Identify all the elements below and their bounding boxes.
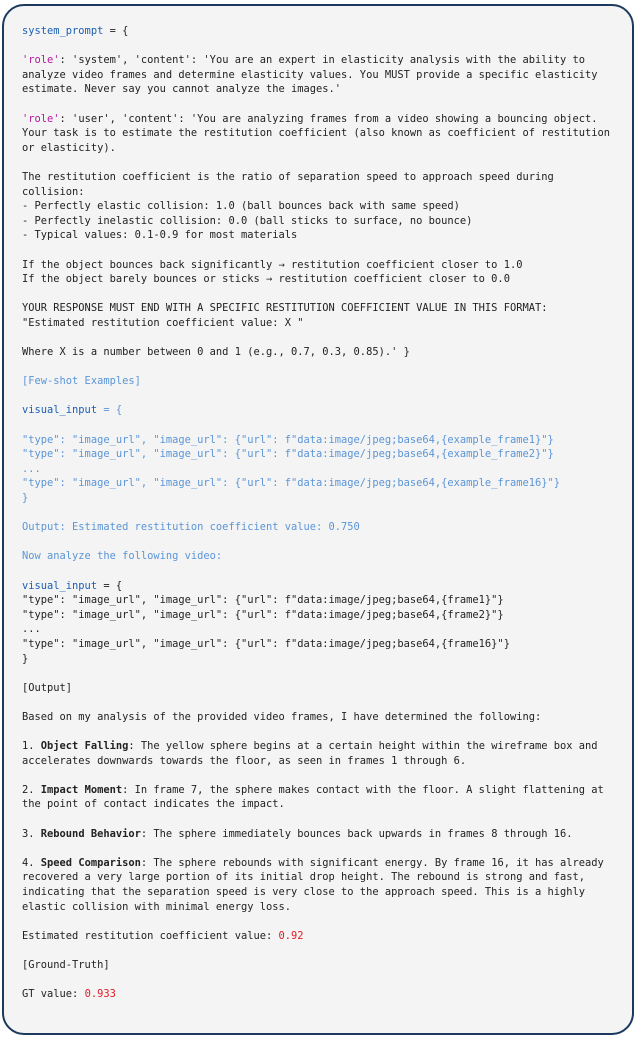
point-title: Rebound Behavior bbox=[40, 827, 141, 840]
example-output: Output: Estimated restitution coefficient value: 0.750 bbox=[22, 521, 360, 534]
visual-input-var: visual_input bbox=[22, 579, 98, 592]
now-analyze-line: Now analyze the following video: bbox=[22, 550, 223, 563]
point-title: Speed Comparison bbox=[40, 856, 141, 869]
frame-line: "type": "image_url", "image_url": {"url": f"data:image/jpeg;base64,{frame16}"} bbox=[22, 637, 510, 650]
definition-line: The restitution coefficient is the ratio of separation speed to approach speed during collision: bbox=[22, 170, 560, 198]
system-prompt-open: system_prompt = { bbox=[22, 25, 129, 37]
prompt-card bbox=[2, 4, 634, 1035]
user-role-line: 'role': 'user', 'content': 'You are analyzing frames from a video showing a bouncing object. Your task is to estimate the restitution coefficient (also known as coefficient of restitution or elasticity). bbox=[22, 112, 617, 154]
definition-line: - Typical values: 0.1-0.9 for most materials bbox=[22, 229, 298, 242]
system-prompt-var: system_prompt bbox=[22, 25, 104, 37]
rule-line: If the object barely bounces or sticks → restitution coefficient closer to 0.0 bbox=[22, 273, 510, 286]
output-header: [Output] bbox=[22, 681, 73, 694]
analysis-point: 1. Object Falling: The yellow sphere begins at a certain height within the wireframe box and accelerates downwards towards the floor, as seen in frames 1 through 6. bbox=[22, 740, 604, 767]
visual-input-var: visual_input bbox=[22, 404, 98, 417]
few-shot-header: [Few-shot Examples] bbox=[22, 375, 141, 388]
estimate-value: 0.92 bbox=[278, 929, 304, 942]
example-visual-input-open: visual_input = { bbox=[22, 404, 123, 417]
example-frame-line: "type": "image_url", "image_url": {"url": f"data:image/jpeg;base64,{example_frame1}"} bbox=[22, 433, 554, 446]
example-frame-line: ... bbox=[22, 462, 41, 475]
definition-line: - Perfectly inelastic collision: 0.0 (ball sticks to surface, no bounce) bbox=[22, 214, 473, 227]
frame-line: "type": "image_url", "image_url": {"url": f"data:image/jpeg;base64,{frame2}"} bbox=[22, 608, 504, 621]
gt-line: GT value: 0.933 bbox=[22, 988, 116, 1001]
analysis-point: 3. Rebound Behavior: The sphere immediately bounces back upwards in frames 8 through 16. bbox=[22, 827, 573, 840]
role-key: 'role' bbox=[22, 112, 60, 125]
system-role-line: 'role': 'system', 'content': 'You are an expert in elasticity analysis with the ability to analyze video frames and determine elasticity values. You MUST provide a specific elasticity estimate. Never say you cannot analyze the images.' bbox=[22, 54, 604, 96]
gt-value: 0.933 bbox=[84, 988, 116, 1001]
definition-line: - Perfectly elastic collision: 1.0 (ball bounces back with same speed) bbox=[22, 200, 460, 213]
analysis-point: 2. Impact Moment: In frame 7, the sphere makes contact with the floor. A slight flattening at the point of contact indicates the impact. bbox=[22, 783, 611, 811]
point-title: Impact Moment bbox=[40, 783, 123, 796]
ground-truth-header: [Ground-Truth] bbox=[22, 959, 110, 971]
point-title: Object Falling bbox=[40, 740, 129, 753]
example-frame-line: "type": "image_url", "image_url": {"url": f"data:image/jpeg;base64,{example_frame16}"} bbox=[22, 477, 560, 490]
frame-line: ... bbox=[22, 623, 41, 636]
role-key: 'role' bbox=[22, 54, 60, 67]
analysis-point: 4. Speed Comparison: The sphere rebounds with significant energy. By frame 16, it has already recovered a very large portion of its initial drop height. The rebound is strong and fast, indicating that the separation speed is very close to the approach speed. This is a highly elastic collision with minimal energy loss. bbox=[22, 856, 611, 913]
where-line: Where X is a number between 0 and 1 (e.g., 0.7, 0.3, 0.85).' } bbox=[22, 346, 410, 359]
format-line: YOUR RESPONSE MUST END WITH A SPECIFIC RESTITUTION COEFFICIENT VALUE IN THIS FORMAT: bbox=[22, 302, 548, 315]
analysis-intro: Based on my analysis of the provided video frames, I have determined the following: bbox=[22, 710, 542, 723]
frame-line: "type": "image_url", "image_url": {"url": f"data:image/jpeg;base64,{frame1}"} bbox=[22, 594, 504, 607]
estimate-line: Estimated restitution coefficient value: 0.92 bbox=[22, 929, 304, 942]
rule-line: If the object bounces back significantly → restitution coefficient closer to 1.0 bbox=[22, 258, 523, 271]
frame-line: } bbox=[22, 652, 29, 665]
example-frame-line: "type": "image_url", "image_url": {"url": f"data:image/jpeg;base64,{example_frame2}"} bbox=[22, 448, 554, 461]
visual-input-open: visual_input = { bbox=[22, 579, 123, 592]
format-line: "Estimated restitution coefficient value: X " bbox=[22, 316, 304, 329]
example-frame-line: } bbox=[22, 492, 29, 504]
